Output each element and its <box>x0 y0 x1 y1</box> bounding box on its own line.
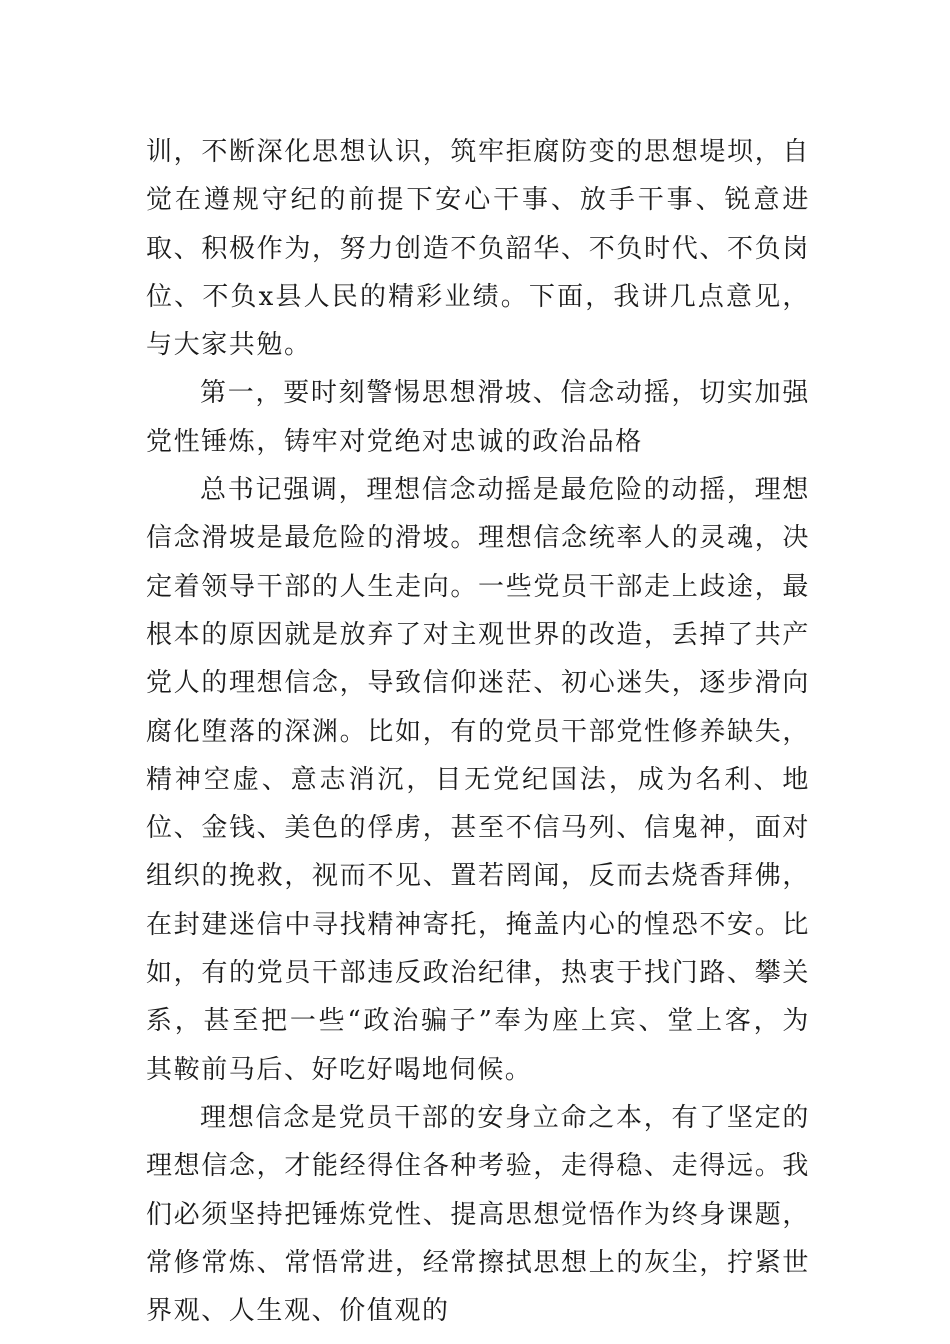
paragraph-continuation: 训，不断深化思想认识，筑牢拒腐防变的思想堤坝，自觉在遵规守纪的前提下安心干事、放手干事、锐意进取、积极作为，努力创造不负韶华、不负时代、不负岗位、不负x县人民的精彩业绩。下面，我讲几点意见，与大家共勉。 <box>146 137 810 361</box>
paragraph-body: 理想信念是党员干部的安身立命之本，有了坚定的理想信念，才能经得住各种考验，走得稳、走得远。我们必须坚持把锤炼党性、提高思想觉悟作为终身课题，常修常炼、常悟常进，经常擦拭思想上的灰尘，拧紧世界观、人生观、价值观的 <box>146 1102 810 1327</box>
paragraph-body: 总书记强调，理想信念动摇是最危险的动摇，理想信念滑坡是最危险的滑坡。理想信念统率人的灵魂，决定着领导干部的人生走向。一些党员干部走上歧途，最根本的原因就是放弃了对主观世界的改造，丢掉了共产党人的理想信念，导致信仰迷茫、初心迷失，逐步滑向腐化堕落的深渊。比如，有的党员干部党性修养缺失，精神空虚、意志消沉，目无党纪国法，成为名利、地位、金钱、美色的俘虏，甚至不信马列、信鬼神，面对组织的挽救，视而不见、置若罔闻，反而去烧香拜佛，在封建迷信中寻找精神寄托，掩盖内心的惶恐不安。比如，有的党员干部违反政治纪律，热衷于找门路、攀关系，甚至把一些“政治骗子”奉为座上宾、堂上客，为其鞍前马后、好吃好喝地伺候。 <box>146 475 810 1085</box>
section-heading-first: 第一，要时刻警惕思想滑坡、信念动摇，切实加强党性锤炼，铸牢对党绝对忠诚的政治品格 <box>146 378 810 457</box>
